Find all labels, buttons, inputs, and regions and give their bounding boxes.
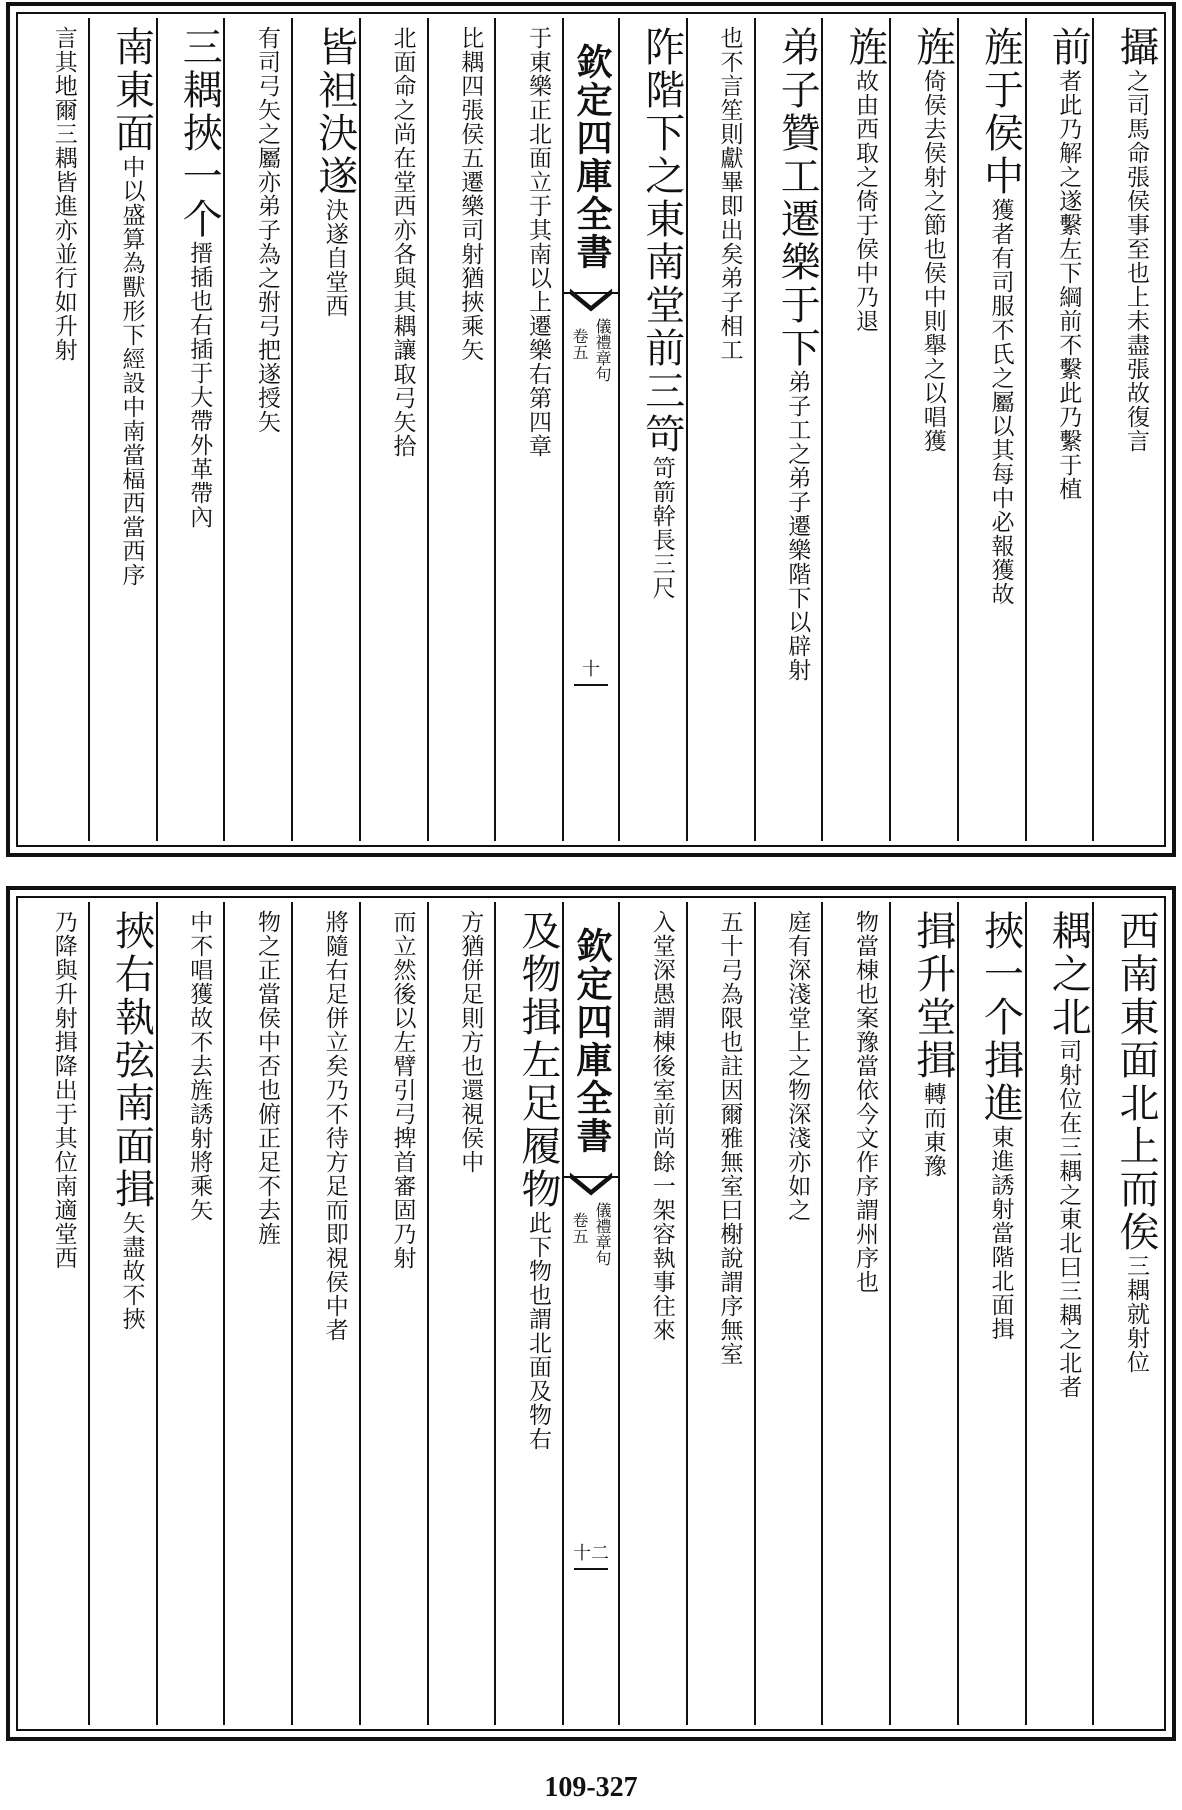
center-fold: [562, 902, 618, 1725]
text-column: 旌倚侯去侯射之節也侯中則舉之以唱獲: [889, 18, 957, 841]
volume-label: 卷五: [570, 1212, 589, 1244]
folio-number: 十二: [573, 1543, 609, 1564]
text-column: 將隨右足併立矣乃不待方足而即視侯中者: [291, 902, 359, 1725]
top-page-panel: [6, 2, 1176, 857]
text-column: 有司弓矢之屬亦弟子為之弣弓把遂授矢: [223, 18, 291, 841]
chapter-subtitle: 儀禮章句: [593, 1202, 612, 1266]
text-column: 于東樂正北面立于其南以上遷樂右第四章: [494, 18, 562, 841]
chapter-subtitle: 儀禮章句: [593, 318, 612, 382]
text-column: 挾右執弦南面揖矢盡故不挾: [88, 902, 156, 1725]
page-number: 109-327: [544, 1772, 638, 1803]
text-column: 物當棟也案豫當依今文作序謂州序也: [821, 902, 889, 1725]
text-column: 皆袒決遂決遂自堂西: [291, 18, 359, 841]
text-column: 南東面中以盛算為獸形下經設中南當楅西當西序: [88, 18, 156, 841]
folio-number: 十: [582, 659, 600, 680]
text-column: 而立然後以左臂引弓捭首審固乃射: [359, 902, 427, 1725]
text-column: 方猶併足則方也還視侯中: [427, 902, 495, 1725]
text-column: 挾一个揖進東進誘射當階北面揖: [957, 902, 1025, 1725]
text-column: 阼階下之東南堂前三笴笴箭幹長三尺: [618, 18, 686, 841]
text-column: 旌故由西取之倚于侯中乃退: [821, 18, 889, 841]
top-text-columns: [22, 18, 1160, 841]
text-column: 前者此乃解之遂繫左下綱前不繫此乃繫于植: [1025, 18, 1093, 841]
text-column: 揖升堂揖轉而東豫: [889, 902, 957, 1725]
center-fold: [562, 18, 618, 841]
text-column: 言其地爾三耦皆進亦並行如升射: [50, 26, 77, 362]
book-title: 欽定四庫全書: [564, 902, 618, 1178]
text-column: 中不唱獲故不去旌誘射將乘矢: [156, 902, 224, 1725]
bottom-text-columns: [22, 902, 1160, 1725]
bottom-page-panel: [6, 886, 1176, 1741]
text-column: 弟子贊工遷樂于下弟子工之弟子遷樂階下以辟射: [754, 18, 822, 841]
text-column: 物之正當侯中否也俯正足不去旌: [223, 902, 291, 1725]
text-column: 庭有深淺堂上之物深淺亦如之: [754, 902, 822, 1725]
text-column: 也不言笙則獻畢即出矣弟子相工: [686, 18, 754, 841]
text-column: 五十弓為限也註因爾雅無室曰榭說謂序無室: [686, 902, 754, 1725]
fish-tail-mark-icon: [568, 1170, 614, 1198]
text-column: 西南東面北上而俟三耦就射位: [1092, 902, 1160, 1725]
book-title: 欽定四庫全書: [564, 18, 618, 294]
text-column: 攝之司馬命張侯事至也上未盡張故復言: [1092, 18, 1160, 841]
text-column: 及物揖左足履物此下物也謂北面及物右: [494, 902, 562, 1725]
text-column: 旌于侯中獲者有司服不氏之屬以其每中必報獲故: [957, 18, 1025, 841]
text-column: 三耦挾一个搢插也右插于大帶外革帶內: [156, 18, 224, 841]
volume-label: 卷五: [570, 328, 589, 360]
fish-tail-mark-icon: [568, 286, 614, 314]
text-column: 入堂深愚謂棟後室前尚餘一架容執事往來: [618, 902, 686, 1725]
text-column: 北面命之尚在堂西亦各與其耦讓取弓矢拾: [359, 18, 427, 841]
text-column: 比耦四張侯五遷樂司射猶挾乘矢: [427, 18, 495, 841]
text-column: 乃降與升射揖降出于其位南適堂西: [50, 910, 77, 1270]
folio-rule: [574, 684, 608, 686]
folio-rule: [574, 1568, 608, 1570]
text-column: 耦之北司射位在三耦之東北曰三耦之北者: [1025, 902, 1093, 1725]
